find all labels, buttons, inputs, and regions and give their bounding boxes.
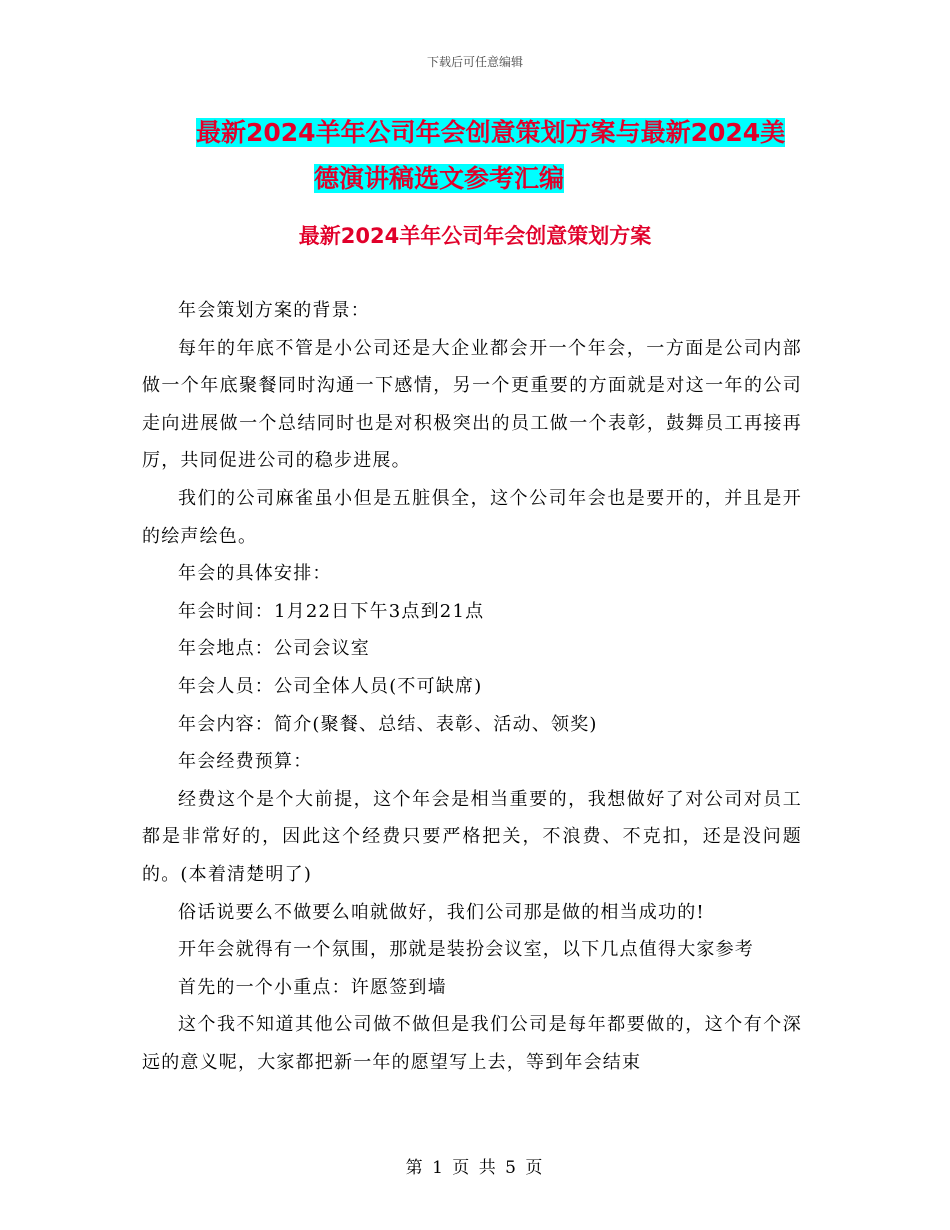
header-note: 下载后可任意编辑: [426, 55, 523, 69]
document-title-line-1: [196, 110, 816, 156]
paragraph: 年会地点：公司会议室: [178, 638, 370, 660]
paragraph: 俗话说要么不做要么咱就做好，我们公司那是做的相当成功的!: [178, 901, 705, 923]
paragraph: 首先的一个小重点：许愿签到墙: [178, 976, 447, 998]
paragraph: 年会人员：公司全体人员(不可缺席): [178, 675, 483, 697]
paragraph: 年会策划方案的背景：: [178, 300, 370, 321]
paragraph: 开年会就得有一个氛围，那就是装扮会议室，以下几点值得大家参考: [178, 939, 754, 961]
paragraph: 经费这个是个大前提，这个年会是相当重要的，我想做好了对公司对员工都是非常好的，因此这个经费只要严格把关，不浪费、不克扣，还是没问题的。(本着清楚明了): [142, 788, 802, 885]
title-line-1-text: 最新2024羊年公司年会创意策划方案与最新2024美: [196, 118, 786, 147]
document-title-line-2: [196, 156, 816, 202]
paragraph: 年会时间：1月22日下午3点到21点: [178, 600, 485, 622]
paragraph: 年会经费预算：: [178, 751, 313, 773]
section-title: 最新2024羊年公司年会创意策划方案: [298, 224, 652, 248]
page-footer: 第 1 页 共 5 页: [405, 1158, 545, 1178]
paragraph: 年会内容：简介(聚餐、总结、表彰、活动、领奖): [178, 713, 598, 735]
paragraph: 我们的公司麻雀虽小但是五脏俱全，这个公司年会也是要开的，并且是开的绘声绘色。: [142, 487, 802, 547]
paragraph: 每年的年底不管是小公司还是大企业都会开一个年会，一方面是公司内部做一个年底聚餐同时沟通一下感情，另一个更重要的方面就是对这一年的公司走向进展做一个总结同时也是对积极突出的员工做一个表彰，鼓舞员工再接再厉，共同促进公司的稳步进展。: [142, 337, 802, 472]
paragraph: 这个我不知道其他公司做不做但是我们公司是每年都要做的，这个有个深远的意义呢，大家都把新一年的愿望写上去，等到年会结束: [142, 1014, 802, 1073]
title-line-2-text: 德演讲稿选文参考汇编: [314, 164, 565, 193]
paragraph: 年会的具体安排：: [178, 563, 332, 585]
document-title: [196, 110, 816, 202]
document-body: [142, 292, 802, 1081]
